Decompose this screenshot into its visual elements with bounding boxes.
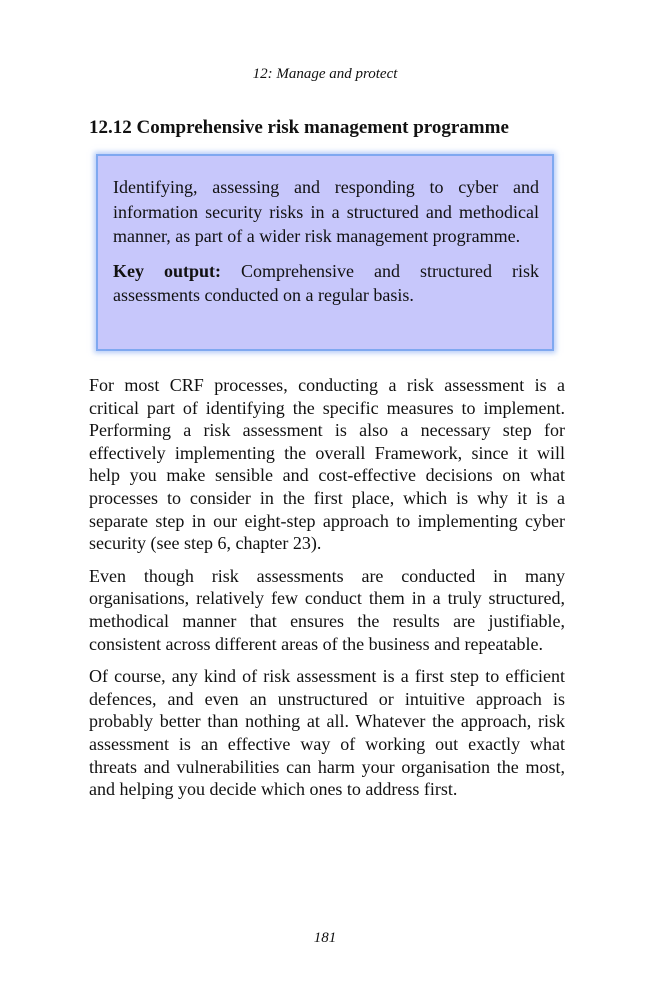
key-output — [113, 259, 539, 308]
body-paragraph: Of course, any kind of risk assessment is a first step to efficient defences, and even an unstructured or intuitive approach is probably better than nothing at all. Whatever the approach, risk assessment is an effective way of working out exactly what threats and vulnerabilities can harm your organisation the most, and helping you decide which ones to address first. — [89, 666, 565, 800]
running-header: 12: Manage and protect — [252, 66, 398, 82]
key-output-text: Comprehensive and structured risk assessments conducted on a regular basis. — [113, 260, 539, 306]
process-summary-box — [96, 154, 554, 351]
section-heading: 12.12 Comprehensive risk management programme — [89, 117, 509, 138]
page-number: 181 — [313, 930, 337, 946]
body-paragraph: For most CRF processes, conducting a risk assessment is a critical part of identifying the specific measures to implement. Performing a risk assessment is also a necessary step for effectively implementing the overall Framework, since it will help you make sensible and cost-effective decisions on what processes to consider in the first place, which is why it is a separate step in our eight-step approach to implementing cyber security (see step 6, chapter 23). — [89, 375, 565, 554]
key-output-label: Key output: — [113, 260, 222, 281]
body-paragraph: Even though risk assessments are conducted in many organisations, relatively few conduct them in a truly structured, methodical manner that ensures the results are justifiable, consistent across different areas of the business and repeatable. — [89, 565, 565, 654]
body-text — [89, 374, 565, 811]
process-description: Identifying, assessing and responding to cyber and information security risks in a structured and methodical manner, as part of a wider risk management programme. — [113, 177, 539, 247]
